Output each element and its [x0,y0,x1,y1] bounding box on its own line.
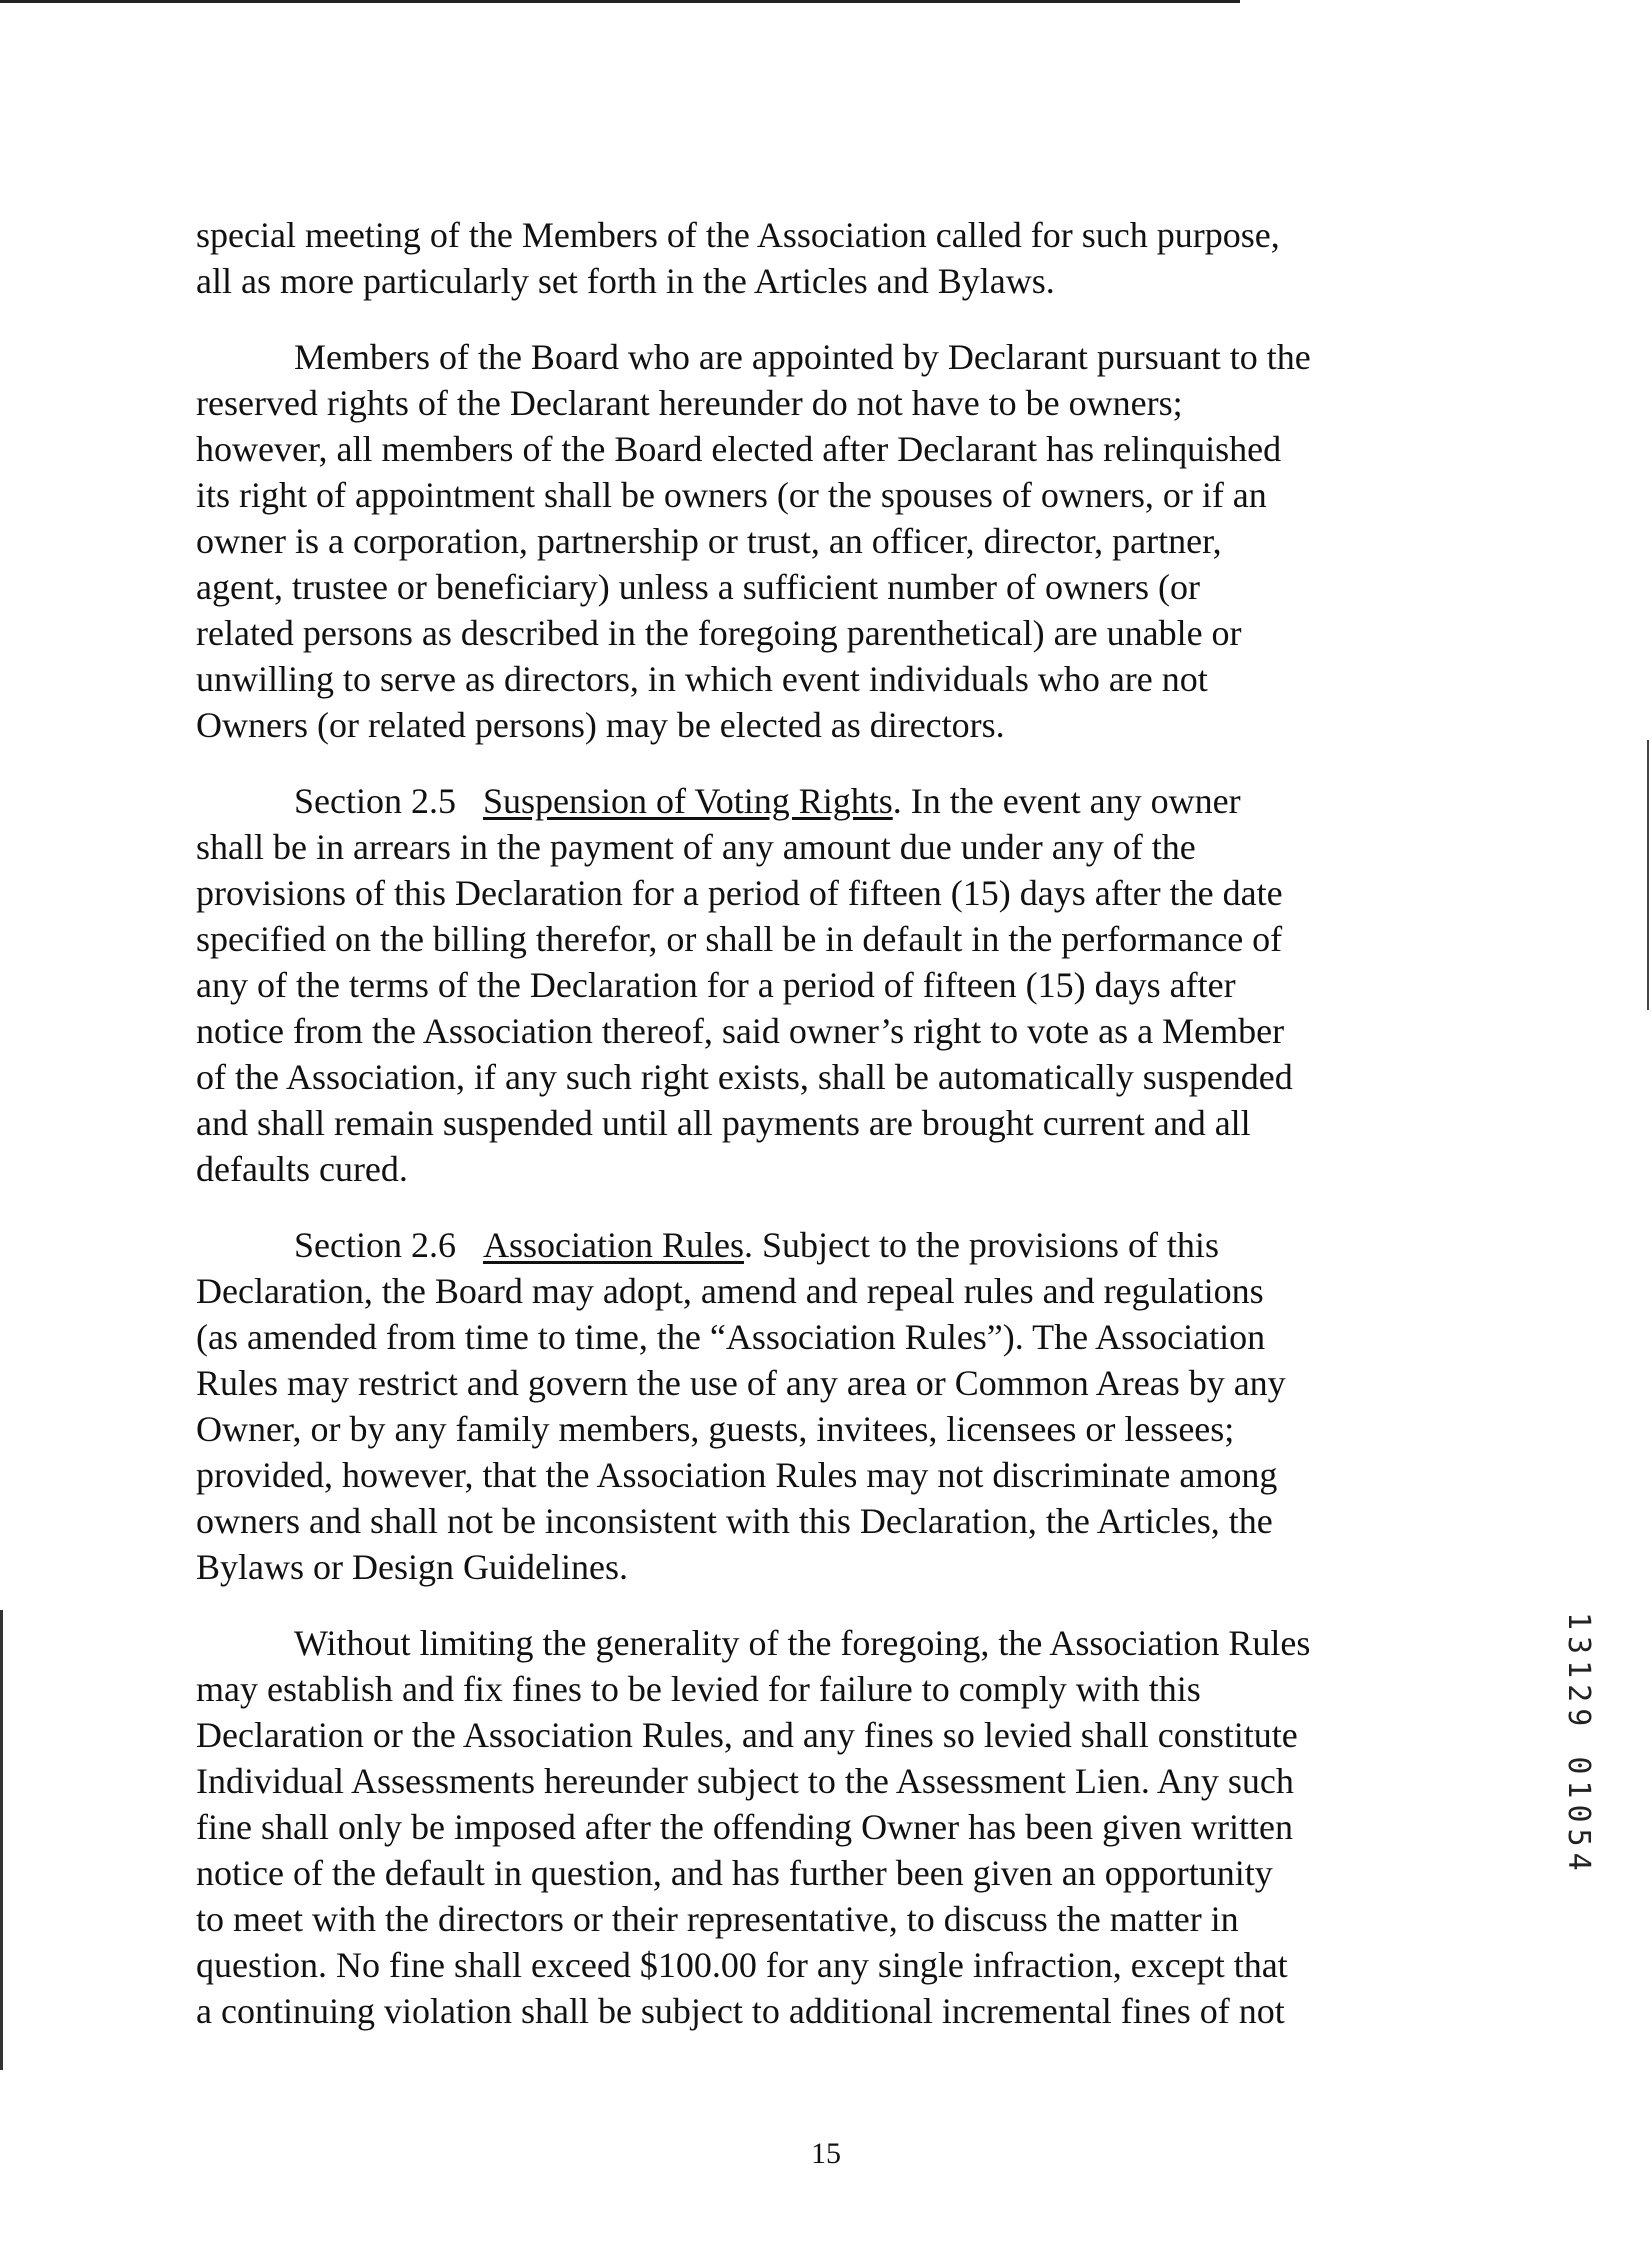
text-line: Without limiting the generality of the foregoing, the Association Rules [294,1623,1311,1663]
text-line: Bylaws or Design Guidelines. [196,1547,628,1587]
document-page-body [196,212,1428,2034]
text-line: notice from the Association thereof, said owner’s right to vote as a Member [196,1011,1285,1051]
text-line: fine shall only be imposed after the offending Owner has been given written [196,1807,1294,1847]
text-line: notice of the default in question, and has further been given an opportunity [196,1853,1273,1893]
text-line: Members of the Board who are appointed by Declarant pursuant to the [294,337,1311,377]
text-line: special meeting of the Members of the Association called for such purpose, [196,215,1280,255]
text-line: Declaration, the Board may adopt, amend and repeal rules and regulations [196,1271,1264,1311]
scan-top-border [0,0,1240,3]
text-line: owner is a corporation, partnership or trust, an officer, director, partner, [196,521,1222,561]
text-line: provisions of this Declaration for a period of fifteen (15) days after the date [196,873,1283,913]
section-number: Section 2.6 [294,1225,456,1265]
text-line: Owners (or related persons) may be elected as directors. [196,705,1005,745]
text-line: Individual Assessments hereunder subject to the Assessment Lien. Any such [196,1761,1294,1801]
text-line: Declaration or the Association Rules, and any fines so levied shall constitute [196,1715,1298,1755]
text-line: a continuing violation shall be subject to additional incremental fines of not [196,1991,1285,2031]
section-title: Suspension of Voting Rights [482,781,893,821]
section-heading-line: Section 2.6 Association Rules. Subject to the provisions of this [294,1225,1219,1265]
text-line: Rules may restrict and govern the use of any area or Common Areas by any [196,1363,1286,1403]
paragraph-fines [196,1620,1428,2034]
recording-number: 13129 01054 [1561,1612,1596,1877]
text-line: may establish and fix fines to be levied for failure to comply with this [196,1669,1201,1709]
text-line: owners and shall not be inconsistent with this Declaration, the Articles, the [196,1501,1273,1541]
section-2-6 [196,1222,1428,1590]
text-line: (as amended from time to time, the “Association Rules”). The Association [196,1317,1266,1357]
text-line: provided, however, that the Association Rules may not discriminate among [196,1455,1278,1495]
text-line: unwilling to serve as directors, in which event individuals who are not [196,659,1208,699]
text-line: of the Association, if any such right exists, shall be automatically suspended [196,1057,1293,1097]
text-line: and shall remain suspended until all payments are brought current and all [196,1103,1251,1143]
text-line: agent, trustee or beneficiary) unless a sufficient number of owners (or [196,567,1200,607]
section-heading-line: Section 2.5 Suspension of Voting Rights. In the event any owner [294,781,1241,821]
text-line: related persons as described in the foregoing parenthetical) are unable or [196,613,1242,653]
text-line: any of the terms of the Declaration for a period of fifteen (15) days after [196,965,1236,1005]
section-title: Association Rules [482,1225,744,1265]
text-line: defaults cured. [196,1149,408,1189]
text-line: reserved rights of the Declarant hereunder do not have to be owners; [196,383,1183,423]
text-line: Owner, or by any family members, guests, invitees, licensees or lessees; [196,1409,1235,1449]
text-line: its right of appointment shall be owners (or the spouses of owners, or if an [196,475,1267,515]
text-line: all as more particularly set forth in the Articles and Bylaws. [196,261,1055,301]
paragraph-board-members [196,334,1428,748]
text-line: shall be in arrears in the payment of any amount due under any of the [196,827,1196,867]
section-number: Section 2.5 [294,781,456,821]
text-line: to meet with the directors or their representative, to discuss the matter in [196,1899,1239,1939]
section-2-5 [196,778,1428,1192]
paragraph-continuation [196,212,1428,304]
text-line: specified on the billing therefor, or shall be in default in the performance of [196,919,1283,959]
scan-right-edge-mark [1647,740,1649,1010]
text-line: however, all members of the Board elected after Declarant has relinquished [196,429,1282,469]
margin-recording-stamp [1561,1612,1596,1877]
text-line: question. No fine shall exceed $100.00 for any single infraction, except that [196,1945,1288,1985]
scan-left-edge-mark [0,1610,3,2070]
page-number: 15 [811,2137,841,2170]
